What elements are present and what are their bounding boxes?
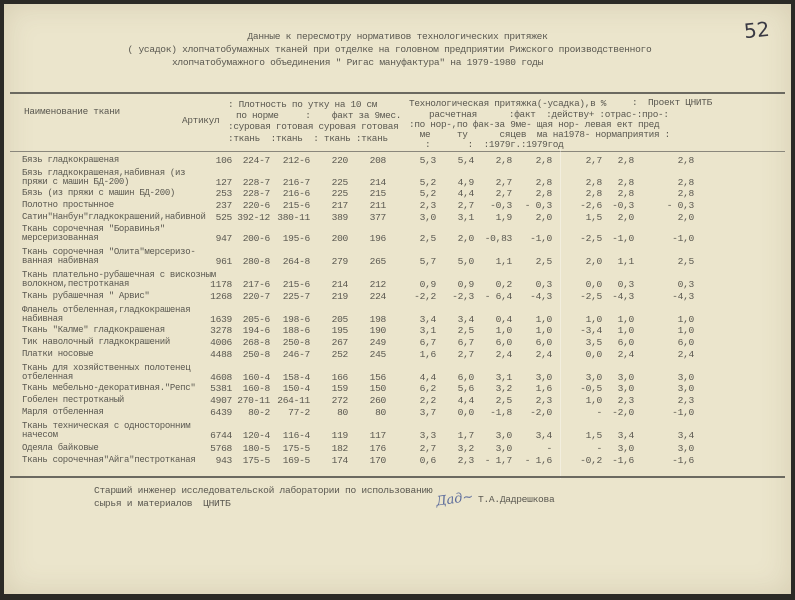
cell-value: 245 (369, 349, 386, 360)
cell-value: 3,0 (535, 372, 552, 383)
fabric-name: Бязь гладкокрашеная,набивная (из пряжи с машин БД-200) (22, 168, 186, 187)
cell-value: 260 (369, 395, 386, 406)
cell-value: -2,0 (530, 407, 552, 418)
cell-value: 3,0 (677, 443, 694, 454)
fabric-name: Ткань мебельно-декоративная."Репс" (22, 383, 196, 393)
cell-value: 2,0 (535, 212, 552, 223)
cell-value: 947 (215, 233, 232, 244)
cell-value: 380-11 (277, 212, 310, 223)
cell-value: - (596, 407, 602, 418)
cell-value: 0,3 (535, 279, 552, 290)
cell-value: 3278 (210, 325, 232, 336)
fabric-name: Тик наволочный гладкокрашений (22, 337, 170, 347)
cell-value: 5,0 (457, 256, 474, 267)
cell-value: -2,2 (414, 291, 436, 302)
cell-value: 3,7 (419, 407, 436, 418)
cell-value: 1,0 (535, 325, 552, 336)
cell-value: 80 (375, 407, 386, 418)
cell-value: 6744 (210, 430, 232, 441)
cell-value: 268-8 (242, 337, 270, 348)
cell-value: 215 (369, 188, 386, 199)
cell-value: 252 (331, 349, 348, 360)
cell-value: 279 (331, 256, 348, 267)
cell-value: 217-6 (242, 279, 270, 290)
cell-value: 3,0 (419, 212, 436, 223)
cell-value: 5,4 (457, 155, 474, 166)
cell-value: 246-7 (282, 349, 310, 360)
cell-value: 6,0 (617, 337, 634, 348)
cell-value: 6,0 (677, 337, 694, 348)
cell-value: 4,4 (419, 372, 436, 383)
cell-value: 3,0 (585, 372, 602, 383)
cell-value: 1,6 (419, 349, 436, 360)
cell-value: 150 (369, 383, 386, 394)
cell-value: 1,6 (535, 383, 552, 394)
cell-value: 198 (369, 314, 386, 325)
cell-value: 211 (369, 200, 386, 211)
cell-value: -2,6 (580, 200, 602, 211)
cell-value: 158-4 (282, 372, 310, 383)
header-density-sub2: :ткань :ткань : ткань :ткань (228, 133, 388, 144)
cell-value: 265 (369, 256, 386, 267)
cell-value: 170 (369, 455, 386, 466)
cell-value: 1,0 (677, 325, 694, 336)
cell-value: 2,8 (535, 188, 552, 199)
cell-value: 2,3 (617, 395, 634, 406)
cell-value: 2,8 (585, 177, 602, 188)
cell-value: 160-4 (242, 372, 270, 383)
cell-value: 3,0 (677, 372, 694, 383)
cell-value: 5381 (210, 383, 232, 394)
table-top-rule (10, 92, 785, 94)
fabric-name: Ткань "Калме" гладкокрашеная (22, 325, 165, 335)
cell-value: -2,3 (452, 291, 474, 302)
cell-value: 2,7 (495, 188, 512, 199)
cell-value: 0,0 (457, 407, 474, 418)
cell-value: 5,2 (419, 188, 436, 199)
footer-line-2: сырья и материалов ЦНИТБ (94, 498, 231, 509)
cell-value: 4,9 (457, 177, 474, 188)
cell-value: 0,9 (419, 279, 436, 290)
cell-value: 200-6 (242, 233, 270, 244)
fabric-name: Сатин"Нанбун"гладкокрашений,набивной (22, 212, 206, 222)
cell-value: 1268 (210, 291, 232, 302)
cell-value: 2,4 (535, 349, 552, 360)
cell-value: 169-5 (282, 455, 310, 466)
cell-value: 80 (337, 407, 348, 418)
cell-value: 1178 (210, 279, 232, 290)
cell-value: 377 (369, 212, 386, 223)
cell-value: 188-6 (282, 325, 310, 336)
cell-value: -2,5 (580, 233, 602, 244)
cell-value: 228-7 (242, 188, 270, 199)
cell-value: -1,0 (530, 233, 552, 244)
cell-value: 1,1 (495, 256, 512, 267)
cell-value: 3,1 (419, 325, 436, 336)
cell-value: 3,4 (535, 430, 552, 441)
cell-value: 3,0 (617, 383, 634, 394)
cell-value: - (546, 443, 552, 454)
cell-value: -0,3 (490, 200, 512, 211)
fabric-name: Бязь гладкокрашеная (22, 155, 119, 165)
header-tech-l1: расчетная :факт :действу+ :отрас-:про-: (429, 109, 669, 120)
cell-value: 225-7 (282, 291, 310, 302)
cell-value: -1,0 (612, 233, 634, 244)
cell-value: 200 (331, 233, 348, 244)
cell-value: 215-6 (282, 200, 310, 211)
document-page (4, 4, 791, 594)
cell-value: 250-8 (282, 337, 310, 348)
title-line-3: хлопчатобумажного объединения " Ригас мануфактура" на 1979-1980 годы (171, 57, 544, 68)
fabric-name: Ткань плательно-рубашечная с вискозным волокном,пестротканая (22, 270, 216, 289)
cell-value: 2,4 (677, 349, 694, 360)
cell-value: 176 (369, 443, 386, 454)
cell-value: -1,0 (672, 233, 694, 244)
fabric-name: Фланель отбеленная,гладкокрашеная набивная (22, 305, 191, 324)
cell-value: 3,0 (677, 383, 694, 394)
fabric-name: Ткань сорочечная"Айга"пестротканая (22, 455, 196, 465)
cell-value: 2,7 (419, 443, 436, 454)
cell-value: 2,5 (495, 395, 512, 406)
cell-value: 195-6 (282, 233, 310, 244)
header-density: : Плотность по утку на 10 см (228, 99, 378, 110)
cell-value: 6,7 (457, 337, 474, 348)
cell-value: - 1,6 (524, 455, 552, 466)
cell-value: 198-6 (282, 314, 310, 325)
cell-value: 225 (331, 188, 348, 199)
cell-value: 214 (331, 279, 348, 290)
fabric-name: Полотно простынное (22, 200, 114, 210)
fabric-name: Ткань рубашечная " Арвис" (22, 291, 150, 301)
cell-value: 2,7 (457, 200, 474, 211)
cell-value: 1,0 (585, 314, 602, 325)
cell-value: 392-12 (237, 212, 270, 223)
cell-value: 159 (331, 383, 348, 394)
cell-value: 119 (331, 430, 348, 441)
header-name: Наименование ткани (24, 106, 120, 117)
footer-line-1: Старший инженер исследовательской лаборатории по использованию (94, 485, 433, 496)
cell-value: 272 (331, 395, 348, 406)
cell-value: 166 (331, 372, 348, 383)
cell-value: 127 (215, 177, 232, 188)
cell-value: -0,3 (612, 200, 634, 211)
cell-value: 2,5 (677, 256, 694, 267)
cell-value: - 1,7 (484, 455, 512, 466)
header-article: Артикул (182, 115, 220, 126)
cell-value: 2,8 (677, 188, 694, 199)
cell-value: 194-6 (242, 325, 270, 336)
fabric-name: Гобелен пестротканый (22, 395, 125, 405)
fabric-name: Ткань сорочечная "Боравинья" мерсеризованная (22, 224, 165, 243)
cell-value: 1,5 (585, 212, 602, 223)
cell-value: 182 (331, 443, 348, 454)
cell-value: 2,8 (535, 177, 552, 188)
cell-value: 156 (369, 372, 386, 383)
cell-value: -2,5 (580, 291, 602, 302)
cell-value: 1,0 (677, 314, 694, 325)
cell-value: 525 (215, 212, 232, 223)
cell-value: 2,5 (419, 233, 436, 244)
header-tech-l2: :по нор-,по фак-за 9ме- щая нор- левая ект пред (409, 119, 660, 130)
cell-value: -1,0 (672, 407, 694, 418)
cell-value: -1,6 (612, 455, 634, 466)
cell-value: 2,0 (585, 256, 602, 267)
cell-value: 2,8 (677, 177, 694, 188)
cell-value: 264-11 (277, 395, 310, 406)
title-line-2: ( усадок) хлопчатобумажных тканей при отделке на головном предприятии Рижского производственного (127, 44, 652, 55)
cell-value: -1,6 (672, 455, 694, 466)
cell-value: - 0,3 (666, 200, 694, 211)
cell-value: 196 (369, 233, 386, 244)
cell-value: -2,0 (612, 407, 634, 418)
fabric-name: Платки носовые (22, 349, 94, 359)
cell-value: 4907 (210, 395, 232, 406)
cell-value: 2,0 (677, 212, 694, 223)
cell-value: - 6,4 (484, 291, 512, 302)
cell-value: 3,0 (617, 372, 634, 383)
header-bottom-rule (10, 151, 785, 152)
cell-value: 6,7 (419, 337, 436, 348)
cell-value: 180-5 (242, 443, 270, 454)
cell-value: 5,6 (457, 383, 474, 394)
cell-value: 280-8 (242, 256, 270, 267)
cell-value: 267 (331, 337, 348, 348)
cell-value: 1,0 (585, 395, 602, 406)
cell-value: 216-6 (282, 188, 310, 199)
cell-value: 4,4 (457, 188, 474, 199)
handwritten-signature: Дад~ (435, 489, 475, 510)
cell-value: 5,3 (419, 155, 436, 166)
cell-value: -4,3 (612, 291, 634, 302)
cell-value: 3,4 (677, 430, 694, 441)
cell-value: 250-8 (242, 349, 270, 360)
cell-value: 3,0 (617, 443, 634, 454)
cell-value: 5,7 (419, 256, 436, 267)
cell-value: 943 (215, 455, 232, 466)
cell-value: 0,3 (617, 279, 634, 290)
cell-value: 195 (331, 325, 348, 336)
cell-value: 2,5 (457, 325, 474, 336)
cell-value: 2,4 (495, 349, 512, 360)
cell-value: 212 (369, 279, 386, 290)
header-tech-l4: : : :1979г.:1979год (409, 139, 564, 150)
cell-value: 2,3 (535, 395, 552, 406)
cell-value: 80-2 (248, 407, 270, 418)
cell-value: 2,8 (677, 155, 694, 166)
cell-value: 1,0 (495, 325, 512, 336)
fabric-name: Марля отбеленная (22, 407, 104, 417)
cell-value: -0,5 (580, 383, 602, 394)
cell-value: 3,4 (419, 314, 436, 325)
cell-value: 2,7 (585, 155, 602, 166)
cell-value: -4,3 (530, 291, 552, 302)
cell-value: 225 (331, 177, 348, 188)
header-density-norm: по норме : факт за 9мес. (236, 110, 402, 121)
cell-value: 961 (215, 256, 232, 267)
cell-value: 0,0 (585, 349, 602, 360)
page-number: 52 (742, 16, 771, 44)
cell-value: 2,3 (419, 200, 436, 211)
cell-value: 2,3 (677, 395, 694, 406)
cell-value: 237 (215, 200, 232, 211)
footer-signer: Т.А.Дадрешкова (478, 494, 555, 505)
cell-value: 2,7 (495, 177, 512, 188)
cell-value: 2,3 (457, 455, 474, 466)
cell-value: 0,2 (495, 279, 512, 290)
cell-value: 77-2 (288, 407, 310, 418)
cell-value: - (596, 443, 602, 454)
cell-value: 217 (331, 200, 348, 211)
cell-value: 160-8 (242, 383, 270, 394)
cell-value: 6,0 (495, 337, 512, 348)
cell-value: 0,6 (419, 455, 436, 466)
cell-value: 208 (369, 155, 386, 166)
cell-value: 224-7 (242, 155, 270, 166)
cell-value: 228-7 (242, 177, 270, 188)
fabric-name: Ткань техническая с односторонним начесом (22, 421, 191, 440)
cell-value: 0,0 (585, 279, 602, 290)
cell-value: 117 (369, 430, 386, 441)
cell-value: 120-4 (242, 430, 270, 441)
cell-value: 3,2 (495, 383, 512, 394)
cell-value: 6439 (210, 407, 232, 418)
cell-value: 2,8 (617, 188, 634, 199)
cell-value: 1,9 (495, 212, 512, 223)
cell-value: 253 (215, 188, 232, 199)
cell-value: 2,8 (617, 177, 634, 188)
header-tech: Технологическая притяжка(-усадка),в % (409, 98, 607, 109)
cell-value: 4608 (210, 372, 232, 383)
cell-value: 205 (331, 314, 348, 325)
cell-value: 0,4 (495, 314, 512, 325)
cell-value: - 0,3 (524, 200, 552, 211)
cell-value: 4006 (210, 337, 232, 348)
cell-value: 3,0 (495, 430, 512, 441)
fold-line (560, 149, 561, 479)
cell-value: 3,1 (495, 372, 512, 383)
cell-value: 219 (331, 291, 348, 302)
cell-value: 0,3 (677, 279, 694, 290)
cell-value: 205-6 (242, 314, 270, 325)
cell-value: 3,1 (457, 212, 474, 223)
cell-value: 224 (369, 291, 386, 302)
cell-value: -0,83 (484, 233, 512, 244)
header-project: : Проект ЦНИТБ (632, 97, 712, 108)
cell-value: 216-7 (282, 177, 310, 188)
cell-value: 175-5 (242, 455, 270, 466)
fabric-name: Ткань сорочечная "Олита"мерсеризо- ванная набивная (22, 247, 196, 266)
cell-value: 5768 (210, 443, 232, 454)
cell-value: 6,0 (457, 372, 474, 383)
fabric-name: Бязь (из пряжи с машин БД-200) (22, 188, 176, 198)
cell-value: 1,0 (617, 314, 634, 325)
table-bottom-rule (10, 476, 785, 478)
cell-value: -0,2 (580, 455, 602, 466)
cell-value: 1,5 (585, 430, 602, 441)
cell-value: 220-6 (242, 200, 270, 211)
header-density-sub: :суровая готовая суровая готовая (228, 121, 399, 132)
cell-value: 3,3 (419, 430, 436, 441)
cell-value: 0,9 (457, 279, 474, 290)
cell-value: 3,2 (457, 443, 474, 454)
cell-value: 1,0 (535, 314, 552, 325)
cell-value: 2,8 (535, 155, 552, 166)
cell-value: 212-6 (282, 155, 310, 166)
cell-value: -1,8 (490, 407, 512, 418)
cell-value: 2,8 (495, 155, 512, 166)
cell-value: 2,8 (585, 188, 602, 199)
cell-value: 3,5 (585, 337, 602, 348)
cell-value: 1,7 (457, 430, 474, 441)
cell-value: 2,8 (617, 155, 634, 166)
cell-value: 2,7 (457, 349, 474, 360)
cell-value: 214 (369, 177, 386, 188)
cell-value: 116-4 (282, 430, 310, 441)
cell-value: 2,2 (419, 395, 436, 406)
header-tech-l3: ме ту сяцев ма на1978- нормаприятия : (409, 129, 670, 140)
cell-value: -4,3 (672, 291, 694, 302)
cell-value: -3,4 (580, 325, 602, 336)
title-line-1: Данные к пересмотру нормативов технологических притяжек (247, 31, 548, 42)
cell-value: 3,0 (495, 443, 512, 454)
cell-value: 215-6 (282, 279, 310, 290)
cell-value: 175-5 (282, 443, 310, 454)
cell-value: 2,5 (535, 256, 552, 267)
cell-value: 6,2 (419, 383, 436, 394)
cell-value: 389 (331, 212, 348, 223)
cell-value: 6,0 (535, 337, 552, 348)
cell-value: 106 (215, 155, 232, 166)
cell-value: 1,0 (617, 325, 634, 336)
cell-value: 220 (331, 155, 348, 166)
cell-value: 270-11 (237, 395, 270, 406)
cell-value: 190 (369, 325, 386, 336)
cell-value: 174 (331, 455, 348, 466)
cell-value: 2,0 (617, 212, 634, 223)
cell-value: 3,4 (617, 430, 634, 441)
cell-value: 264-8 (282, 256, 310, 267)
cell-value: 5,2 (419, 177, 436, 188)
cell-value: 150-4 (282, 383, 310, 394)
cell-value: 4,4 (457, 395, 474, 406)
cell-value: 249 (369, 337, 386, 348)
fabric-name: Одеяла байковые (22, 443, 99, 453)
cell-value: 4488 (210, 349, 232, 360)
cell-value: 1,1 (617, 256, 634, 267)
fabric-name: Ткань для хозяйственных полотенец отбеленная (22, 363, 191, 382)
cell-value: 220-7 (242, 291, 270, 302)
cell-value: 3,4 (457, 314, 474, 325)
cell-value: 2,0 (457, 233, 474, 244)
cell-value: 1639 (210, 314, 232, 325)
cell-value: 2,4 (617, 349, 634, 360)
